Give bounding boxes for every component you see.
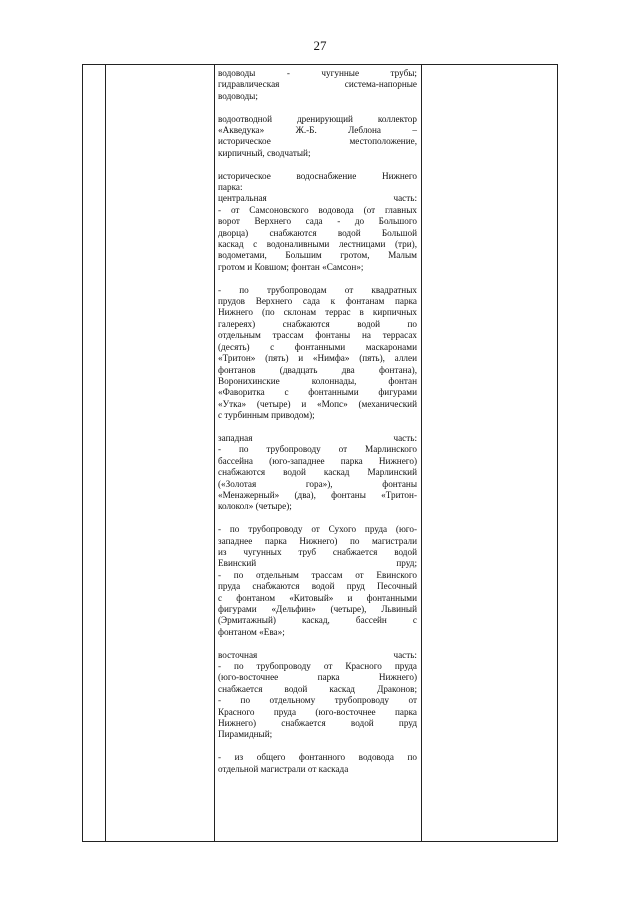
text-paragraph [218, 524, 417, 638]
text-line: фигурами «Дельфин» (четыре), Львиный [218, 604, 417, 615]
text-line: гидравлическая система-напорные [218, 79, 417, 90]
text-line: ворот Верхнего сада - до Большого [218, 216, 417, 227]
text-line: с турбинным приводом); [218, 410, 315, 421]
description-column [218, 68, 417, 775]
text-paragraph [218, 650, 417, 741]
text-line: бассейна (юго-западнее парка Нижнего) [218, 455, 417, 466]
text-paragraph [218, 68, 417, 102]
text-paragraph [218, 114, 417, 160]
column-divider-1 [105, 65, 106, 841]
text-line: («Золотая гора»), фонтаны [218, 478, 417, 489]
text-line: отдельным трассам фонтаны на террасах [218, 330, 417, 341]
text-line: (десять) с фонтанными маскаронами [218, 341, 417, 352]
text-line: западная часть: [218, 432, 417, 443]
text-paragraph [218, 752, 417, 775]
text-line: «Акведука» Ж.-Б. Леблона – [218, 125, 417, 136]
text-line: восточная часть: [218, 649, 417, 660]
column-divider-3 [421, 65, 422, 841]
text-line: - по отдельным трассам от Евинского [218, 569, 417, 580]
text-line: водоводы - чугунные трубы; [218, 68, 417, 78]
text-line: - из общего фонтанного водовода по [218, 752, 417, 763]
text-line: «Тритон» (пять) и «Нимфа» (пять), аллеи [218, 353, 417, 364]
column-divider-2 [214, 65, 215, 841]
text-line: гротом и Ковшом; фонтан «Самсон»; [218, 261, 364, 272]
text-line: (юго-восточнее парка Нижнего) [218, 672, 417, 683]
text-line: - по трубопроводу от Сухого пруда (юго- [218, 524, 417, 535]
text-line: с фонтаном «Китовый» и фонтанными [218, 592, 417, 603]
text-line: историческое водоснабжение Нижнего [218, 170, 417, 181]
text-line: - по трубопроводу от Красного пруда [218, 661, 417, 672]
text-paragraph [218, 171, 417, 274]
text-line: водоотводной дренирующий коллектор [218, 113, 417, 124]
text-line: «Фаворитка с фонтанными фигурами [218, 387, 417, 398]
text-line: Евинский пруд; [218, 558, 417, 569]
text-line: Воронихинские колоннады, фонтан [218, 375, 417, 386]
text-line: - по трубопроводу от Марлинского [218, 444, 417, 455]
text-line: снабжается водой каскад Драконов; [218, 683, 417, 694]
text-line: (Эрмитажный) каскад, бассейн с [218, 615, 417, 626]
text-line: Красного пруда (юго-восточнее парка [218, 706, 417, 717]
text-line: Нижнего) снабжается водой пруд [218, 718, 417, 729]
text-line: Нижнего (по склонам террас в кирпичных [218, 307, 417, 318]
text-paragraph [218, 433, 417, 513]
document-table [82, 64, 558, 842]
text-line: «Менажерный» (два), фонтаны «Тритон- [218, 489, 417, 500]
text-line: фонтанов (двадцать два фонтана), [218, 364, 417, 375]
text-line: историческое местоположение, [218, 136, 417, 147]
text-line: - по трубопроводам от квадратных [218, 284, 417, 295]
text-line: центральная часть: [218, 193, 417, 204]
text-line: фонтаном «Ева»; [218, 626, 285, 637]
text-line: каскад с водоналивными лестницами (три), [218, 239, 417, 250]
text-line: - от Самсоновского водовода (от главных [218, 204, 417, 215]
text-line: отдельной магистрали от каскада [218, 763, 349, 774]
text-line: водоводы; [218, 90, 258, 101]
text-line: кирпичный, сводчатый; [218, 147, 311, 158]
text-line: Пирамидный; [218, 729, 273, 740]
text-line: колокол» (четыре); [218, 501, 292, 512]
page-number: 27 [313, 38, 327, 53]
text-line: водометами, Большим гротом, Малым [218, 250, 417, 261]
text-line: парка: [218, 182, 243, 193]
text-line: - по отдельному трубопроводу от [218, 695, 417, 706]
text-line: снабжаются водой каскад Марлинский [218, 467, 417, 478]
text-line: дворца) снабжаются водой Большой [218, 227, 417, 238]
text-paragraph [218, 285, 417, 422]
text-line: пруда снабжаются водой пруд Песочный [218, 581, 417, 592]
text-line: прудов Верхнего сада к фонтанам парка [218, 296, 417, 307]
text-line: «Утка» (четыре) и «Мопс» (механический [218, 398, 417, 409]
text-line: из чугунных труб снабжается водой [218, 546, 417, 557]
text-line: западнее парка Нижнего) по магистрали [218, 535, 417, 546]
text-line: галереях) снабжаются водой по [218, 318, 417, 329]
